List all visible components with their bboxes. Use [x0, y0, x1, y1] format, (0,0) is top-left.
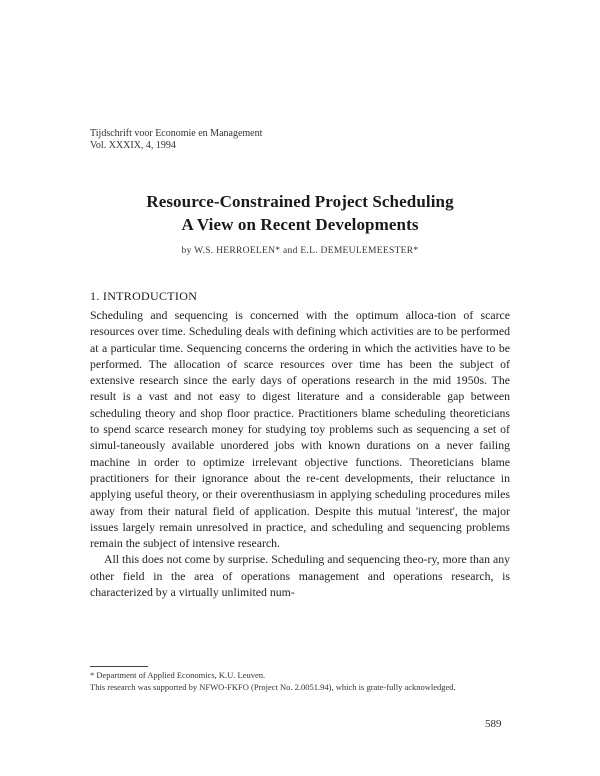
paragraph-1: Scheduling and sequencing is concerned with the optimum alloca-tion of scarce resources over time. Scheduling deals with defining which activities are to be performed at a particular time. Sequencing concerns the ordering in which the activities have to be performed. The allocation of scarce resources over time has been the subject of extensive research since the early days of operations research in the mid 1950s. The result is a vast and not easy to digest literature and a considerable gap between scheduling theory and shop floor practice. Practitioners blame scheduling theoreticians to spend scarce research money for studying toy problems such as sequencing a set of simul-taneously available unordered jobs with known durations on a never failing machine in order to optimize irrelevant objective functions. Theoreticians blame practitioners for their ignorance about the re-cent developments, their reluctance in applying useful theory, or their overenthusiasm in applying scheduling procedures miles away from their natural field of application. Despite this mutual 'interest', the major issues largely remain unresolved in practice, and scheduling and sequencing problems remain the subject of intensive research.: [90, 308, 510, 551]
authors-line: by W.S. HERROELEN* and E.L. DEMEULEMEESTER*: [181, 246, 419, 256]
paragraph-2: All this does not come by surprise. Scheduling and sequencing theo-ry, more than any other field in the area of operations management and operations research, is characterized by a virtually unlimited num-: [90, 552, 510, 600]
footnotes: [90, 670, 510, 693]
footnote-divider: [90, 666, 148, 667]
paper-title: [0, 190, 600, 236]
title-line-1: Resource-Constrained Project Scheduling: [146, 192, 454, 211]
journal-header: [90, 128, 262, 152]
title-line-2: A View on Recent Developments: [181, 215, 419, 234]
section-heading: 1. INTRODUCTION: [90, 289, 198, 303]
journal-name: Tijdschrift voor Economie en Management: [90, 128, 263, 139]
footnote-affiliation: * Department of Applied Economics, K.U. Leuven.: [90, 670, 266, 680]
page-number: 589: [485, 718, 502, 730]
body-text: [90, 307, 510, 600]
journal-volume: Vol. XXXIX, 4, 1994: [90, 140, 176, 151]
footnote-funding: This research was supported by NFWO-FKFO (Project No. 2.0051.94), which is grate-fully acknowledged.: [90, 681, 456, 692]
